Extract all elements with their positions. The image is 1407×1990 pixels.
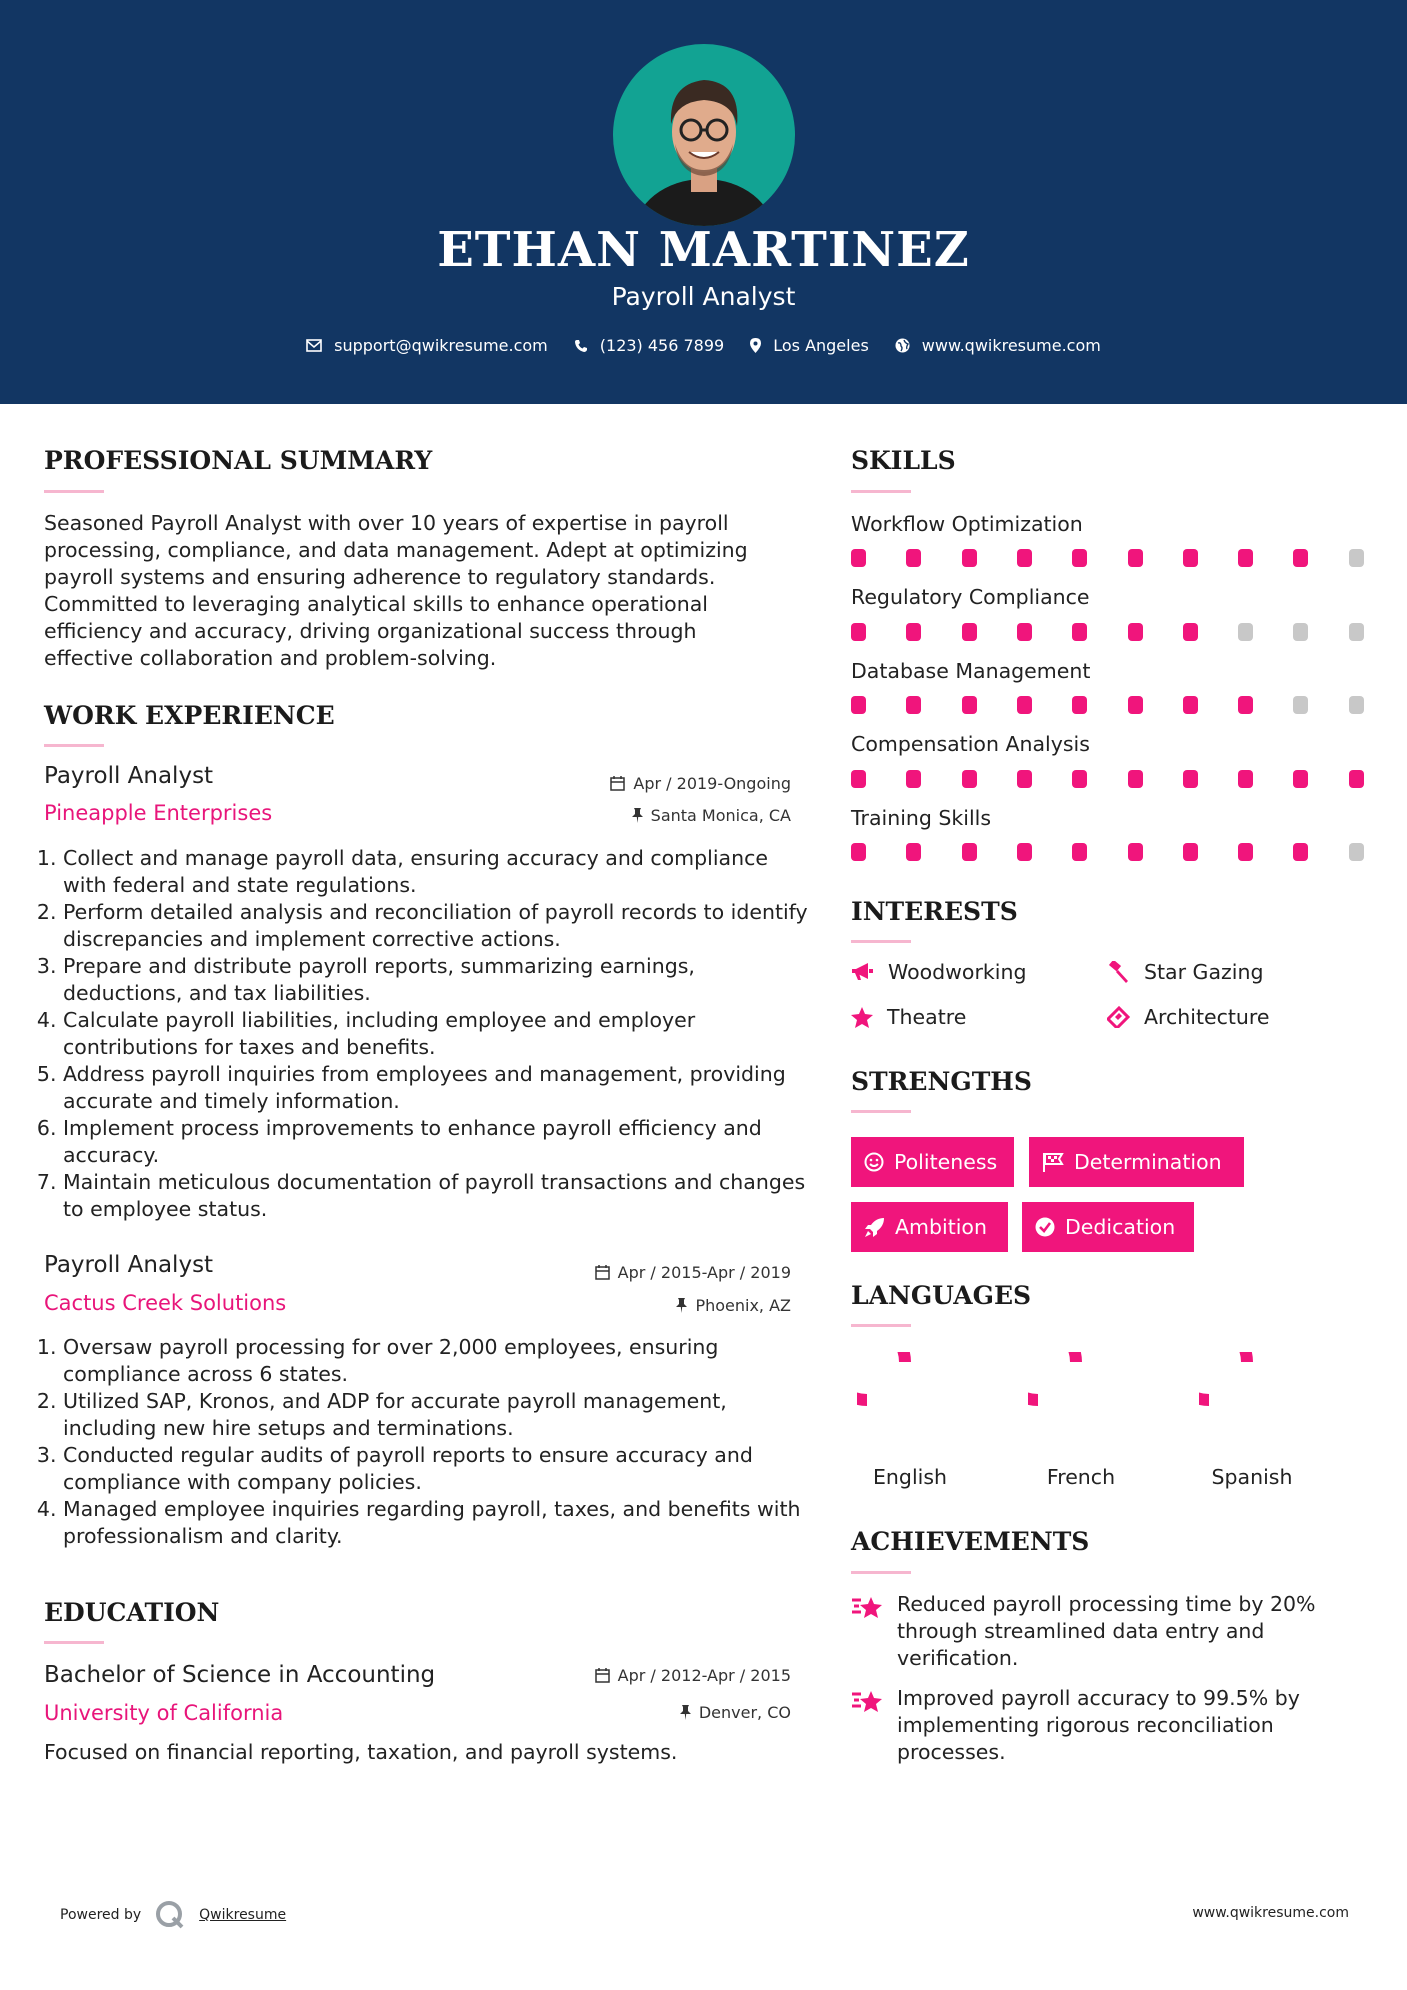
skill-rating [851,770,1365,788]
strength-tag [1029,1137,1244,1187]
job-location-text: Phoenix, AZ [695,1296,791,1315]
star-icon [851,1007,873,1028]
skill-dot-filled [906,770,921,788]
skill-dot-filled [1017,623,1032,641]
education-location [680,1703,791,1722]
skill-dot-empty [1293,623,1308,641]
interest-label: Architecture [1144,1005,1270,1029]
strength-tag [851,1202,1008,1252]
phone-icon [574,339,588,353]
skills-heading: SKILLS [851,446,956,475]
footer-brand-link[interactable]: Qwikresume [199,1907,287,1923]
qwikresume-logo-icon [155,1900,185,1930]
skill-dot-filled [1183,549,1198,567]
phone-text: (123) 456 7899 [599,336,725,355]
candidate-name: ETHAN MARTINEZ [437,222,970,278]
skill-dot-filled [1128,843,1143,861]
skill-dot-filled [962,623,977,641]
job-title: Payroll Analyst [44,1252,214,1278]
strengths-underline [851,1110,911,1113]
job-dates-text: Apr / 2019-Ongoing [633,774,791,793]
email-text: support@qwikresume.com [334,336,548,355]
summary-underline [44,490,104,493]
skill-dot-filled [962,549,977,567]
calendar-icon [595,1265,610,1280]
interest-label: Woodworking [888,960,1027,984]
skill-dot-filled [1183,623,1198,641]
calendar-icon [595,1668,610,1683]
interest-label: Theatre [887,1005,967,1029]
language-ring [1199,1352,1295,1448]
skill-dot-empty [1349,623,1364,641]
pushpin-icon [680,1705,691,1720]
education-location-text: Denver, CO [698,1703,791,1722]
skill-dot-empty [1349,696,1364,714]
strength-label: Determination [1074,1150,1222,1174]
language-ring [1028,1352,1124,1448]
language-ring [857,1352,953,1448]
skill-dot-filled [1072,549,1087,567]
skill-dot-filled [1072,623,1087,641]
strength-tag [1022,1202,1194,1252]
skill-dot-empty [1238,623,1253,641]
globe-icon [895,338,910,353]
skills-underline [851,490,911,493]
footer-powered-by [60,1900,286,1930]
list-item: 1. Collect and manage payroll data, ensuring accuracy and compliance with federal and state regulations. [63,845,813,899]
company-name: Pineapple Enterprises [44,801,273,825]
pushpin-icon [676,1298,687,1313]
skill-dot-filled [1128,770,1143,788]
contact-email[interactable] [306,336,548,355]
smile-icon [864,1152,884,1172]
list-item: 5. Address payroll inquiries from employees and management, providing accurate and timely information. [63,1061,813,1115]
skill-label: Workflow Optimization [851,512,1083,536]
skill-dot-filled [906,696,921,714]
rocket-icon [864,1217,885,1238]
skill-dot-filled [851,770,866,788]
skill-label: Regulatory Compliance [851,585,1090,609]
list-item: 3. Prepare and distribute payroll reports, summarizing earnings, deductions, and tax liabilities. [63,953,813,1007]
interest-item [1107,960,1263,984]
resume-header [0,0,1407,404]
interests-heading: INTERESTS [851,897,1018,926]
contact-phone[interactable] [574,336,724,355]
interest-item [851,1005,966,1029]
skill-dot-filled [1238,843,1253,861]
gavel-icon [1107,961,1130,983]
job-bullets [44,1334,813,1550]
skill-rating [851,696,1365,714]
summary-text: Seasoned Payroll Analyst with over 10 years of expertise in payroll processing, compliance, and data management. Adept at optimizing payroll systems and ensuring adherence to regulatory standards. Committed to leveraging analytical skills to enhance operational efficiency and accuracy, driving organizational success through effective collaboration and problem-solving. [44,511,748,670]
list-item: 2. Perform detailed analysis and reconciliation of payroll records to identify discrepancies and implement corrective actions. [63,899,813,953]
skill-dot-filled [1017,696,1032,714]
languages-underline [851,1324,911,1327]
education-heading: EDUCATION [44,1598,220,1627]
list-item: 6. Implement process improvements to enhance payroll efficiency and accuracy. [63,1115,813,1169]
list-item: 1. Oversaw payroll processing for over 2,000 employees, ensuring compliance across 6 states. [63,1334,813,1388]
skill-dot-empty [1349,843,1364,861]
skill-dot-filled [1128,623,1143,641]
skill-dot-filled [851,843,866,861]
language-ring-arc [1028,1352,1076,1400]
interest-item [1107,1005,1270,1029]
skill-dot-filled [1017,843,1032,861]
skill-dot-filled [1072,843,1087,861]
list-item: 4. Managed employee inquiries regarding payroll, taxes, and benefits with professionalism and clarity. [63,1496,813,1550]
skill-dot-empty [1293,696,1308,714]
language-ring-arc [1199,1352,1247,1400]
skill-dot-filled [1293,770,1308,788]
flag-icon [1042,1152,1064,1172]
interests-underline [851,940,911,943]
job-location [632,806,791,825]
skill-dot-empty [1349,549,1364,567]
experience-underline [44,744,104,747]
school-name: University of California [44,1701,284,1725]
skill-dot-filled [851,623,866,641]
skill-label: Training Skills [851,806,992,830]
skill-dot-filled [906,549,921,567]
skill-dot-filled [1128,696,1143,714]
check-circle-icon [1035,1217,1055,1237]
list-item: 2. Utilized SAP, Kronos, and ADP for accurate payroll management, including new hire setups and terminations. [63,1388,813,1442]
skill-dot-filled [1349,770,1364,788]
skill-dot-filled [962,696,977,714]
footer-website[interactable]: www.qwikresume.com [1192,1905,1349,1921]
calendar-icon [610,776,625,791]
shooting-star-icon [851,1688,883,1714]
profile-photo [613,44,795,226]
skill-rating [851,623,1365,641]
job-title: Payroll Analyst [44,763,214,789]
education-description: Focused on financial reporting, taxation, and payroll systems. [44,1740,678,1764]
job-location [676,1296,791,1315]
education-underline [44,1641,104,1644]
skill-rating [851,549,1365,567]
website-text: www.qwikresume.com [921,336,1101,355]
strength-label: Ambition [895,1215,987,1239]
job-dates [610,774,791,793]
skill-dot-filled [1017,770,1032,788]
experience-heading: WORK EXPERIENCE [44,701,335,730]
ticket-icon [1107,1006,1130,1028]
skill-dot-filled [851,549,866,567]
job-bullets [44,845,813,1223]
skill-dot-filled [1293,549,1308,567]
job-dates [595,1263,791,1282]
language-label: English [872,1465,948,1489]
strength-tag [851,1137,1014,1187]
interest-item [851,960,1026,984]
achievements-heading: ACHIEVEMENTS [851,1527,1090,1556]
language-ring-arc [857,1352,905,1400]
skill-dot-filled [1183,843,1198,861]
skill-dot-filled [962,770,977,788]
map-pin-icon [750,338,761,353]
list-item: 4. Calculate payroll liabilities, including employee and employer contributions for taxes and benefits. [63,1007,813,1061]
list-item: 3. Conducted regular audits of payroll reports to ensure accuracy and compliance with company policies. [63,1442,813,1496]
degree-title: Bachelor of Science in Accounting [44,1662,436,1688]
skill-dot-filled [1183,770,1198,788]
powered-by-label: Powered by [60,1907,142,1923]
achievement-text: Reduced payroll processing time by 20% through streamlined data entry and verification. [897,1592,1316,1670]
achievement-item [851,1591,1331,1672]
skill-dot-filled [1238,696,1253,714]
location-text: Los Angeles [773,336,869,355]
achievements-underline [851,1571,911,1574]
job-dates-text: Apr / 2015-Apr / 2019 [617,1263,791,1282]
summary-heading: PROFESSIONAL SUMMARY [44,446,433,475]
contact-website[interactable] [895,336,1101,355]
achievement-item [851,1685,1331,1766]
language-label: French [1046,1465,1116,1489]
skill-dot-filled [1293,843,1308,861]
pushpin-icon [632,808,643,823]
skill-dot-filled [1128,549,1143,567]
candidate-role: Payroll Analyst [611,282,796,311]
skill-dot-filled [906,623,921,641]
skill-dot-filled [962,843,977,861]
skill-label: Compensation Analysis [851,732,1090,756]
skill-dot-filled [1072,770,1087,788]
envelope-icon [306,339,322,352]
list-item: 7. Maintain meticulous documentation of payroll transactions and changes to employee status. [63,1169,813,1223]
contact-location [750,336,869,355]
shooting-star-icon [851,1594,883,1620]
strength-label: Dedication [1065,1215,1176,1239]
achievement-text: Improved payroll accuracy to 99.5% by implementing rigorous reconciliation processes. [897,1686,1300,1764]
job-location-text: Santa Monica, CA [650,806,791,825]
skill-dot-filled [1017,549,1032,567]
skill-dot-filled [851,696,866,714]
company-name: Cactus Creek Solutions [44,1291,287,1315]
skill-dot-filled [1238,549,1253,567]
bullhorn-icon [851,962,874,982]
skill-dot-filled [906,843,921,861]
languages-heading: LANGUAGES [851,1281,1032,1310]
strength-label: Politeness [894,1150,998,1174]
interest-label: Star Gazing [1144,960,1264,984]
skill-dot-filled [1183,696,1198,714]
education-dates-text: Apr / 2012-Apr / 2015 [617,1666,791,1685]
contact-bar [0,336,1407,355]
skill-label: Database Management [851,659,1091,683]
strengths-heading: STRENGTHS [851,1067,1032,1096]
education-dates [595,1666,791,1685]
skill-rating [851,843,1365,861]
skill-dot-filled [1238,770,1253,788]
language-label: Spanish [1211,1465,1293,1489]
skill-dot-filled [1072,696,1087,714]
